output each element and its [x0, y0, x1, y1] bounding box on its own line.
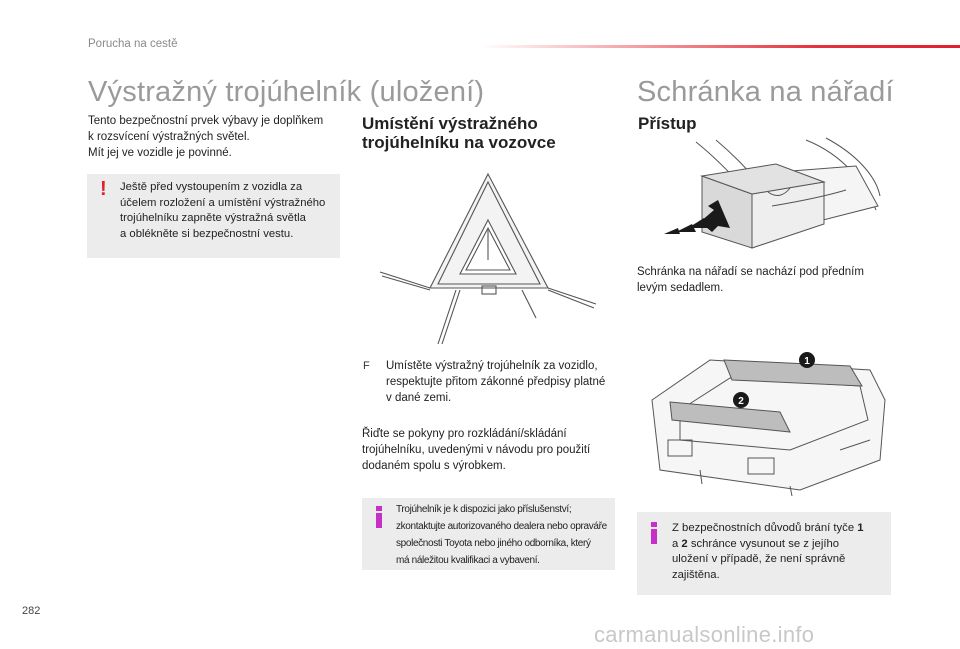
svg-text:1: 1	[804, 356, 810, 367]
warning-triangle-illustration	[372, 168, 602, 348]
placement-instruction: Umístěte výstražný trojúhelník za vozidlo, respektujte přitom zákonné předpisy platné v dané zemi.	[386, 360, 606, 404]
accessory-info-text: Trojúhelník je k dispozici jako příslušenství; zkontaktujte autorizovaného dealera nebo opraváře společnosti Toyota nebo jiného odborníka, který má náležitou kvalifikaci a vybavení.	[396, 504, 607, 566]
page-title-toolbox: Schránka na nářadí	[637, 76, 894, 108]
toolbox-bars-illustration	[640, 340, 890, 500]
callout-2	[733, 392, 749, 408]
info-icon	[643, 522, 665, 544]
callout-1	[799, 352, 815, 368]
triangle-placement-heading: Umístění výstražného trojúhelníku na vozovce	[362, 114, 556, 152]
page-title-triangle: Výstražný trojúhelník (uložení)	[88, 76, 485, 108]
folding-instructions: Řiďte se pokyny pro rozkládání/skládání trojúhelníku, uvedenými v návodu pro použití dodaném spolu s výrobkem.	[362, 428, 591, 472]
warning-icon: !	[100, 178, 107, 200]
warning-box	[87, 174, 340, 258]
bullet-marker: F	[363, 360, 370, 372]
section-header: Porucha na cestě	[88, 38, 178, 50]
safety-info-box	[637, 512, 891, 595]
page-number: 282	[22, 605, 41, 617]
warning-text: Ještě před vystoupením z vozidla za účelem rozložení a umístění výstražného trojúhelníku zapněte výstražná světla a oblékněte si bezpečnostní vestu.	[120, 181, 326, 240]
toolbox-location-text: Schránka na nářadí se nachází pod předním levým sedadlem.	[637, 266, 864, 294]
access-subheading: Přístup	[638, 114, 697, 133]
svg-text:2: 2	[738, 396, 744, 407]
intro-text: Tento bezpečnostní prvek výbavy je doplňkem k rozsvícení výstražných světel. Mít jej ve vozidle je povinné.	[88, 115, 324, 159]
header-accent-line	[480, 45, 960, 48]
accessory-info-box	[362, 498, 615, 570]
info-icon	[368, 506, 390, 528]
watermark: carmanualsonline.info	[594, 622, 815, 647]
safety-info-text: Z bezpečnostních důvodů brání tyče 1 a 2 schránce vysunout se z jejího uložení v případě, že není správně zajištěna.	[672, 522, 864, 581]
seat-toolbox-illustration	[656, 136, 881, 252]
